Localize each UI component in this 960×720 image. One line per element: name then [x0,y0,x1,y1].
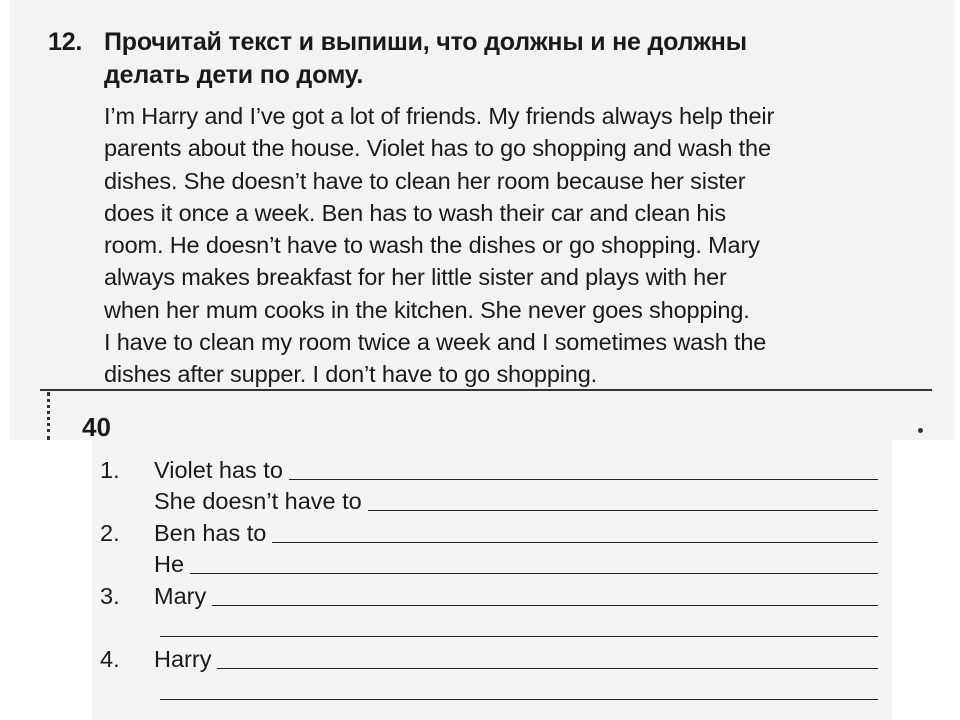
dotted-margin-line [47,392,54,440]
answer-row [100,452,890,484]
answer-blank[interactable] [217,668,878,669]
scan-speck [918,428,923,433]
answer-blank[interactable] [272,542,878,543]
text-line: dishes. She doesn’t have to clean her room because her sister [104,167,746,194]
text-line: room. He doesn’t have to wash the dishes or go shopping. Mary [104,232,760,259]
reading-text [104,100,939,391]
answer-row [100,484,890,516]
answer-label: She doesn’t have to [154,488,362,514]
answer-label: Mary [154,582,207,609]
answer-row [100,515,890,547]
answer-blank[interactable] [190,573,878,574]
answer-label: Harry [154,645,212,672]
task-number: 12. [48,28,83,56]
answer-label: Ben has to [154,519,267,546]
section-divider [40,389,932,391]
task-title-line-2: делать дети по дому. [104,61,364,89]
answer-number: 3. [100,582,120,609]
answer-row [100,578,890,610]
answer-label: Violet has to [154,456,283,483]
page-number: 40 [82,412,111,442]
task-heading [48,26,908,92]
answer-number: 4. [100,645,120,672]
answer-blank[interactable] [160,699,878,700]
answer-blank[interactable] [368,510,878,511]
answer-list [100,452,890,704]
text-line: I’m Harry and I’ve got a lot of friends. My friends always help their [104,103,775,129]
text-line: does it once a week. Ben has to wash their car and clean his [104,199,726,226]
answer-blank[interactable] [289,479,878,480]
text-line: when her mum cooks in the kitchen. She never goes shopping. [104,296,750,323]
answer-blank[interactable] [212,605,878,606]
answer-row [100,610,890,642]
answer-row [100,673,890,705]
answer-label: He [154,551,185,577]
answer-number: 2. [100,519,120,546]
text-line: dishes after supper. I don’t have to go shopping. [104,361,598,388]
answer-row [100,641,890,673]
text-line: parents about the house. Violet has to go shopping and wash the [104,135,771,162]
answer-blank[interactable] [160,636,878,637]
answer-row [100,547,890,579]
text-line: I have to clean my room twice a week and I sometimes wash the [104,329,767,356]
text-line: always makes breakfast for her little sister and plays with her [104,264,727,291]
answer-number: 1. [100,456,120,483]
task-title-line-1: Прочитай текст и выпиши, что должны и не должны [104,28,747,56]
